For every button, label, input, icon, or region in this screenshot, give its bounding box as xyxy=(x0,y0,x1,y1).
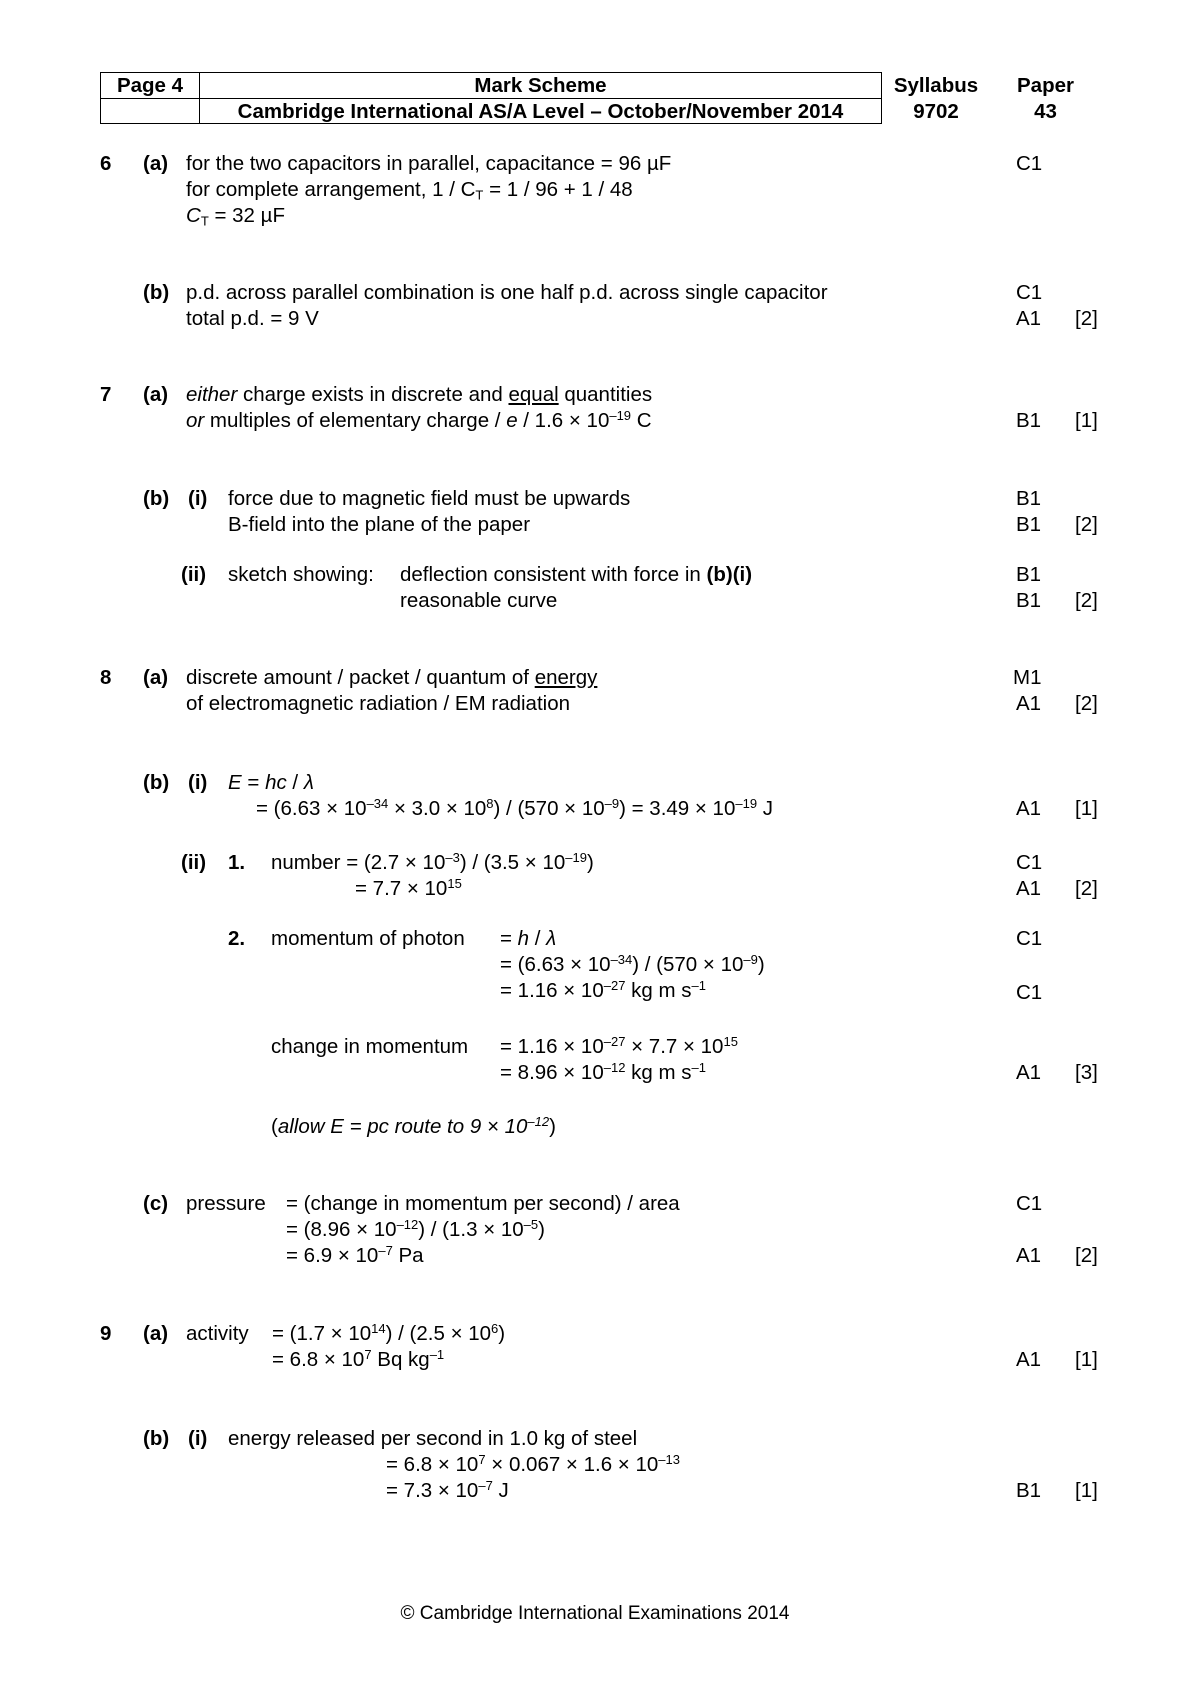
q8bi-total: [1] xyxy=(1075,797,1098,820)
q6b-mark2: A1 xyxy=(1016,307,1042,330)
q7a-equal: equal xyxy=(508,383,559,406)
q7bii-total: [2] xyxy=(1075,589,1098,612)
q8bii2-5e2: –1 xyxy=(691,1059,706,1075)
q6a-line3-sub: T xyxy=(200,213,209,229)
q8c-label: (c) xyxy=(143,1192,169,1215)
q9a-1a: = (1.7 × 10 xyxy=(272,1322,372,1345)
q8bi-eq: = xyxy=(241,771,266,794)
q8bi-mark: A1 xyxy=(1016,797,1042,820)
header-title: Mark Scheme xyxy=(474,74,607,97)
header-subtitle: Cambridge International AS/A Level – October/November 2014 xyxy=(237,100,844,123)
q8bi-l2c: ) / (570 × 10 xyxy=(493,797,605,820)
q7bii-label: (ii) xyxy=(181,563,207,586)
q6a-sub-t: T xyxy=(475,187,484,203)
header-page: Page 4 xyxy=(116,74,184,97)
q8bii2-l: λ xyxy=(546,927,557,950)
q7a-either: either xyxy=(186,383,238,406)
header-syllabus-label: Syllabus xyxy=(893,74,979,97)
q8bi-l2e3: –9 xyxy=(604,795,620,811)
q7a-line1-mid: charge exists in discrete and xyxy=(237,383,509,406)
q8bii-2-label: 2. xyxy=(228,927,246,950)
q8bi-E: E xyxy=(228,771,242,794)
q8a-mark2: A1 xyxy=(1016,692,1042,715)
q7bi-line2: B-field into the plane of the paper xyxy=(228,513,531,536)
q8bii2-4b: × 7.7 × 10 xyxy=(625,1035,724,1058)
q6b-label: (b) xyxy=(143,281,170,304)
q8b-label: (b) xyxy=(143,771,170,794)
q6-number: 6 xyxy=(100,152,112,175)
q7bi-line1: force due to magnetic field must be upwards xyxy=(228,487,631,510)
q7bi-total: [2] xyxy=(1075,513,1098,536)
q8bi-line1 xyxy=(228,771,314,795)
q9bi-line2 xyxy=(386,1453,680,1477)
q8bii2-line4 xyxy=(500,1035,738,1059)
q8bii2-2a: = (6.63 × 10 xyxy=(500,953,611,976)
q6a-mark: C1 xyxy=(1016,152,1043,175)
q8bii2-4e1: –27 xyxy=(603,1033,626,1049)
q8bii2-line1 xyxy=(500,927,556,951)
q6a-line2-post: = 1 / 96 + 1 / 48 xyxy=(483,178,633,201)
q8-allow-open: ( xyxy=(271,1115,278,1138)
q8bii1-2a: = 7.7 × 10 xyxy=(355,877,448,900)
q8bi-slash: / xyxy=(286,771,304,794)
q7bii-line1-pre: deflection consistent with force in xyxy=(400,563,707,586)
q7a-line2-val: / 1.6 × 10 xyxy=(517,409,610,432)
q8c-2e1: –12 xyxy=(396,1216,419,1232)
q9a-2b: Bq kg xyxy=(371,1348,430,1371)
q8bii1-e2: –19 xyxy=(565,849,587,865)
q9bi-line3 xyxy=(386,1479,509,1503)
q8-number: 8 xyxy=(100,666,112,689)
q8bii2-mark3: A1 xyxy=(1016,1061,1042,1084)
q9bi-line1: energy released per second in 1.0 kg of steel xyxy=(228,1427,638,1450)
q8bi-l2e1: –34 xyxy=(366,795,389,811)
q8bi-hc: hc xyxy=(265,771,287,794)
q8bii2-total: [3] xyxy=(1075,1061,1098,1084)
q8c-3b: Pa xyxy=(392,1244,424,1267)
q7a-line1 xyxy=(186,383,652,407)
q8bii2-1s: / xyxy=(529,927,547,950)
q8c-2b: ) / (1.3 × 10 xyxy=(418,1218,524,1241)
q8bii1-c: ) xyxy=(586,851,594,874)
q8bii2-3a: = 1.16 × 10 xyxy=(500,979,604,1002)
q9a-1e1: 14 xyxy=(371,1320,386,1336)
q8bii2-mark1: C1 xyxy=(1016,927,1043,950)
q9a-line1 xyxy=(272,1322,505,1346)
q8a-line1 xyxy=(186,666,597,690)
q6a-line1: for the two capacitors in parallel, capacitance = 96 µF xyxy=(186,152,672,175)
q9bi-label: (i) xyxy=(188,1427,208,1450)
q9a-2e1: 7 xyxy=(364,1346,372,1362)
q9a-1c: ) xyxy=(498,1322,506,1345)
q9a-1e2: 6 xyxy=(491,1320,499,1336)
q9bi-total: [1] xyxy=(1075,1479,1098,1502)
q8bi-l2e2: 8 xyxy=(486,795,494,811)
q8c-mark1: C1 xyxy=(1016,1192,1043,1215)
q7a-line1-end: quantities xyxy=(558,383,653,406)
q8bii2-5a: = 8.96 × 10 xyxy=(500,1061,604,1084)
q8bi-l2a: = (6.63 × 10 xyxy=(256,797,367,820)
q7a-exp: –19 xyxy=(609,407,632,423)
q9a-2e2: –1 xyxy=(429,1346,445,1362)
q7bi-label: (i) xyxy=(188,487,208,510)
q7bii-line1 xyxy=(400,563,752,587)
q9bi-3a: = 7.3 × 10 xyxy=(386,1479,479,1502)
q8bii2-1a: = xyxy=(500,927,518,950)
q8bii2-line2 xyxy=(500,953,765,977)
header-paper-value: 43 xyxy=(1034,100,1057,123)
q8bii2-4e2: 15 xyxy=(723,1033,738,1049)
q9bi-3b: J xyxy=(492,1479,509,1502)
q8bii2-3b: kg m s xyxy=(625,979,692,1002)
q6b-line2: total p.d. = 9 V xyxy=(186,307,319,330)
q8bii1-line2 xyxy=(355,877,462,901)
q7a-label: (a) xyxy=(143,383,169,406)
q8c-total: [2] xyxy=(1075,1244,1098,1267)
q9bi-mark: B1 xyxy=(1016,1479,1042,1502)
q8-allow-close: ) xyxy=(549,1115,556,1138)
q8a-energy: energy xyxy=(534,666,598,689)
q9bi-2a: = 6.8 × 10 xyxy=(386,1453,479,1476)
q9bi-2e1: 7 xyxy=(478,1451,486,1467)
q8bii-1-label: 1. xyxy=(228,851,246,874)
q8bii-label: (ii) xyxy=(181,851,207,874)
q8-allow-text: allow E = pc route to 9 × 10 xyxy=(277,1115,528,1138)
q8c-pressure-label: pressure xyxy=(186,1192,266,1215)
q8bii1-2e: 15 xyxy=(447,875,462,891)
q8bii2-change-label: change in momentum xyxy=(271,1035,469,1058)
footer-copyright: © Cambridge International Examinations 2014 xyxy=(400,1603,790,1624)
q8c-2a: = (8.96 × 10 xyxy=(286,1218,397,1241)
q8bi-l2d: ) = 3.49 × 10 xyxy=(619,797,736,820)
q9a-label: (a) xyxy=(143,1322,169,1345)
q7b-label: (b) xyxy=(143,487,170,510)
q8bii1-a: number = (2.7 × 10 xyxy=(271,851,446,874)
q8bii2-2e1: –34 xyxy=(610,951,633,967)
header-paper-label: Paper xyxy=(1017,74,1074,97)
q7a-e: e xyxy=(506,409,518,432)
q8c-2c: ) xyxy=(538,1218,545,1241)
q8bii2-2e2: –9 xyxy=(743,951,758,967)
q8c-3e: –7 xyxy=(378,1242,393,1258)
q9a-2a: = 6.8 × 10 xyxy=(272,1348,365,1371)
q8bii2-line5 xyxy=(500,1061,706,1085)
q8c-line1: = (change in momentum per second) / area xyxy=(286,1192,680,1215)
q8bii2-line3 xyxy=(500,979,706,1003)
q8bii1-e1: –3 xyxy=(445,849,460,865)
q8bi-l2b: × 3.0 × 10 xyxy=(388,797,487,820)
q6a-line3-pre: C xyxy=(186,204,201,227)
q8bi-lambda: λ xyxy=(303,771,314,794)
q8c-2e2: –5 xyxy=(523,1216,539,1232)
q8-allow-exp: –12 xyxy=(527,1113,550,1129)
q9a-1b: ) / (2.5 × 10 xyxy=(385,1322,492,1345)
q7bii-line2: reasonable curve xyxy=(400,589,558,612)
q7bii-mark1: B1 xyxy=(1016,563,1042,586)
q9bi-3e: –7 xyxy=(478,1477,493,1493)
q6a-line2-pre: for complete arrangement, 1 / C xyxy=(186,178,476,201)
q9-number: 9 xyxy=(100,1322,112,1345)
q8a-line1-pre: discrete amount / packet / quantum of xyxy=(186,666,535,689)
q9bi-2e2: –13 xyxy=(658,1451,680,1467)
q8c-line3 xyxy=(286,1244,424,1268)
q8a-mark1: M1 xyxy=(1013,666,1042,689)
q7bii-ref: (b)(i) xyxy=(706,563,753,586)
header-syllabus-value: 9702 xyxy=(913,100,959,123)
q7bii-sketch-label: sketch showing: xyxy=(228,563,374,586)
q6b-mark1: C1 xyxy=(1016,281,1043,304)
q8bi-line2 xyxy=(256,797,773,821)
q9bi-2b: × 0.067 × 1.6 × 10 xyxy=(485,1453,659,1476)
q8bi-l2f: J xyxy=(757,797,774,820)
q7bi-mark2: B1 xyxy=(1016,513,1042,536)
q8bii2-allow xyxy=(271,1115,556,1139)
q6a-line2 xyxy=(186,178,633,202)
q9a-mark: A1 xyxy=(1016,1348,1042,1371)
q7bi-mark1: B1 xyxy=(1016,487,1042,510)
q7a-line2-mid: multiples of elementary charge / xyxy=(204,409,507,432)
q7a-line2 xyxy=(186,409,652,433)
q8bii1-b: ) / (3.5 × 10 xyxy=(459,851,566,874)
q6a-line3-post: = 32 µF xyxy=(208,204,285,227)
q7a-or: or xyxy=(186,409,205,432)
q6b-line1: p.d. across parallel combination is one half p.d. across single capacitor xyxy=(186,281,828,304)
q8bii2-momentum-label: momentum of photon xyxy=(271,927,465,950)
q6a-line3 xyxy=(186,204,285,228)
q8a-line2: of electromagnetic radiation / EM radiation xyxy=(186,692,571,715)
q8bi-label: (i) xyxy=(188,771,208,794)
q8bii2-3e2: –1 xyxy=(691,977,706,993)
q8bii2-4a: = 1.16 × 10 xyxy=(500,1035,604,1058)
q7a-mark: B1 xyxy=(1016,409,1042,432)
q9b-label: (b) xyxy=(143,1427,170,1450)
q8bii1-mark1: C1 xyxy=(1016,851,1043,874)
q6a-label: (a) xyxy=(143,152,169,175)
q8bii2-mark2: C1 xyxy=(1016,981,1043,1004)
q8bii1-line1 xyxy=(271,851,594,875)
q8bii2-2b: ) / (570 × 10 xyxy=(632,953,744,976)
q8bii2-3e: –27 xyxy=(603,977,626,993)
q6b-total: [2] xyxy=(1075,307,1098,330)
q8bii2-2c: ) xyxy=(757,953,765,976)
q8bii2-5e1: –12 xyxy=(603,1059,626,1075)
q8bii1-total: [2] xyxy=(1075,877,1098,900)
q8bii2-5b: kg m s xyxy=(625,1061,692,1084)
q8bii2-h: h xyxy=(517,927,530,950)
q8c-3a: = 6.9 × 10 xyxy=(286,1244,379,1267)
q7-number: 7 xyxy=(100,383,112,406)
q8bii1-mark2: A1 xyxy=(1016,877,1042,900)
q8a-label: (a) xyxy=(143,666,169,689)
q7bii-mark2: B1 xyxy=(1016,589,1042,612)
q9a-activity-label: activity xyxy=(186,1322,249,1345)
q9a-line2 xyxy=(272,1348,444,1372)
q8c-mark2: A1 xyxy=(1016,1244,1042,1267)
q8a-total: [2] xyxy=(1075,692,1098,715)
q7a-total: [1] xyxy=(1075,409,1098,432)
q7a-unit: C xyxy=(631,409,652,432)
q8c-line2 xyxy=(286,1218,545,1242)
header-divider xyxy=(100,98,882,99)
q9a-total: [1] xyxy=(1075,1348,1098,1371)
q8bi-l2e4: –19 xyxy=(735,795,758,811)
